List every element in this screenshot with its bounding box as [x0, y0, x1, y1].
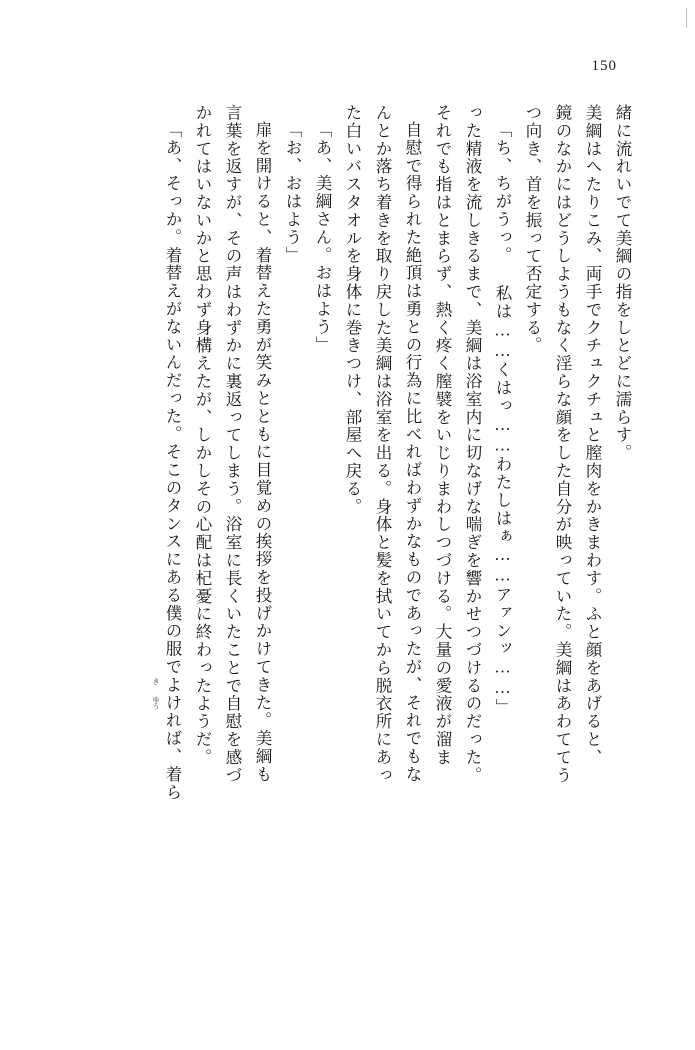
ruby-annotation: き [152, 678, 160, 685]
text-column: 言葉を返すが、その声はわずかに裏返ってしまう。浴室に長くいたことで自慰を感づ [223, 104, 242, 785]
text-column: それでも指はとまらず、熱く疼く膣襞をいじりまわしつづける。大量の愛液が溜ま [433, 104, 452, 767]
text-column: 美綱はへたりこみ、両手でクチュクチュと膣肉をかきまわす。ふと顔をあげると、 [583, 104, 602, 767]
ruby-annotation: ゆう [152, 696, 160, 710]
text-column: た白いバスタオルを身体に巻きつけ、部屋へ戻る。 [343, 104, 362, 516]
text-column: 「あ、そっか。着替えがないんだった。そこのタンスにある僕の服でよければ、着ら [163, 121, 182, 802]
body-text-columns [58, 104, 637, 984]
text-column: 「ち、ちがうっ。 私は……くはっ……わたしはぁ……アァンッ……」 [493, 121, 512, 717]
text-column: かれてはいないかと思わず身構えたが、しかしその心配は杞憂に終わったようだ。 [193, 104, 212, 767]
text-column: った精液を流しきるまで、美綱は浴室内に切なげな喘ぎを響かせつづけるのだった。 [463, 104, 482, 785]
text-column: 鏡のなかにはどうしようもなく淫らな顔をした自分が映っていた。美綱はあわててう [553, 104, 572, 785]
text-column: 「あ、美綱さん。おはよう」 [313, 121, 332, 354]
page-number: 150 [591, 58, 617, 74]
text-column: 「お、おはよう」 [283, 121, 302, 265]
page-edge-mark [686, 8, 687, 28]
text-column: つ向き、首を振って否定する。 [523, 104, 542, 355]
text-column: 緒に流れいでて美綱の指をしとどに濡らす。 [613, 104, 632, 462]
text-column: 自慰で得られた絶頂は勇との行為に比べればわずかなものであったが、それでもな [403, 121, 422, 784]
text-column: んとか落ち着きを取り戻した美綱は浴室を出る。身体と髪を拭いてから脱衣所にあっ [373, 104, 392, 785]
text-column: 扉を開けると、着替えた勇が笑みとともに目覚めの挨拶を投げかけてきた。美綱も [253, 121, 272, 784]
